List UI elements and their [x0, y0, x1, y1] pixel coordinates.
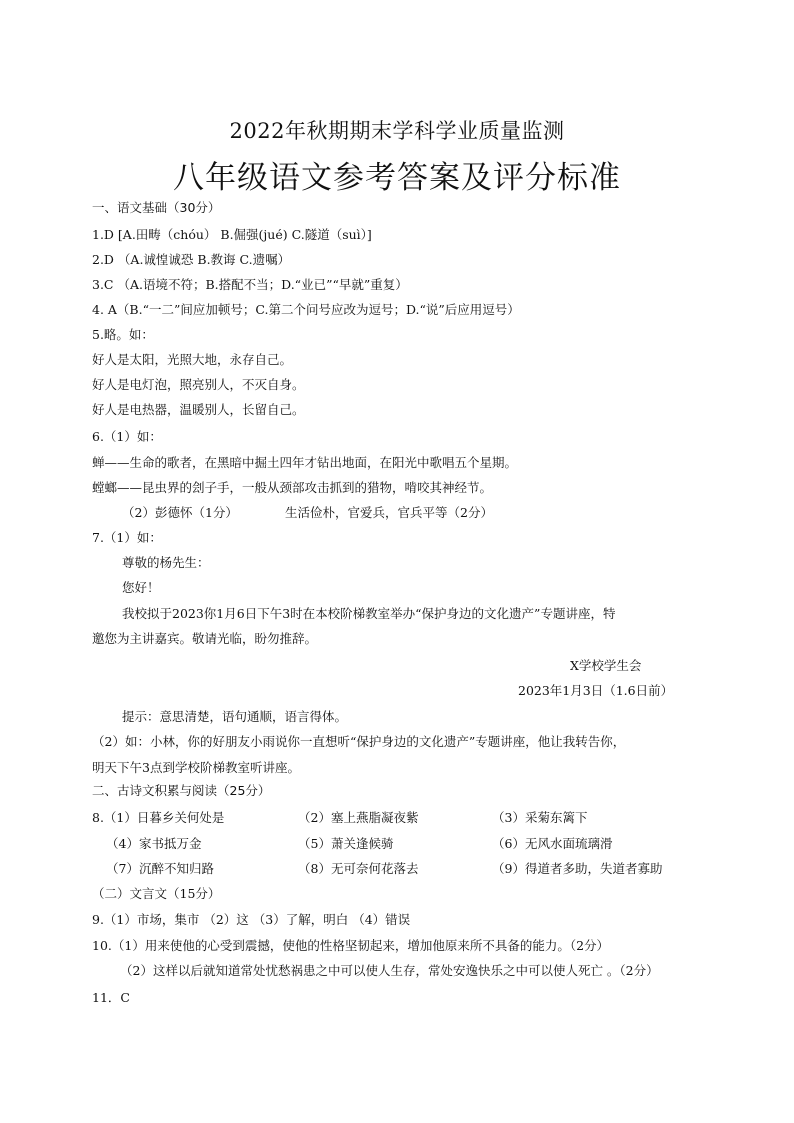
- answer-q8-item: （5）萧关逢候骑: [298, 836, 394, 851]
- answer-q7-hint: 提示：意思清楚，语句通顺，语言得体。: [122, 709, 348, 724]
- answer-q5-line: 好人是太阳，光照大地，永存自己。: [92, 352, 293, 367]
- letter-body: 我校拟于2023你1月6日下午3时在本校阶梯教室举办“保护身边的文化遗产”专题讲座，特: [122, 606, 616, 621]
- answer-q3: 3.C （A.语境不符；B.搭配不当；D.“业已”“早就”重复）: [92, 277, 408, 292]
- letter-date: 2023年1月3日（1.6日前）: [518, 683, 674, 698]
- exam-subtitle: 八年级语文参考答案及评分标准: [173, 160, 621, 196]
- answer-q11: 11．C: [92, 990, 130, 1005]
- letter-greeting: 您好！: [122, 580, 160, 595]
- answer-q8-item: （9）得道者多助，失道者寡助: [492, 861, 663, 876]
- answer-q8-item: （4）家书抵万金: [106, 836, 202, 851]
- answer-q4: 4. A（B.“一二”间应加顿号；C.第二个问号应改为逗号；D.“说”后应用逗号）: [92, 302, 520, 317]
- answer-q6-line: 螳螂——昆虫界的刽子手，一般从颈部攻击抓到的猎物，啃咬其神经节。: [92, 480, 493, 495]
- answer-q6-line: 蝉——生命的歌者，在黑暗中掘土四年才钻出地面，在阳光中歌唱五个星期。: [92, 455, 518, 470]
- answer-q7-head: 7.（1）如：: [92, 530, 162, 545]
- answer-q6-head: 6.（1）如：: [92, 429, 162, 444]
- section-1-heading: 一、语文基础（30分）: [92, 200, 221, 215]
- answer-q5-line: 好人是电热器，温暖别人，长留自己。: [92, 402, 305, 417]
- letter-body: 邀您为主讲嘉宾。敬请光临，盼勿推辞。: [92, 631, 318, 646]
- answer-q8-item: （6）无风水面琉璃滑: [492, 836, 613, 851]
- answer-q1: 1.D [A.田畴（chóu） B.倔强(jué) C.隧道（suì）]: [92, 227, 372, 242]
- answer-q8-item: （3）采菊东篱下: [492, 810, 588, 825]
- answer-q9: 9.（1）市场，集市 （2）这 （3）了解，明白 （4）错误: [92, 912, 411, 927]
- answer-q6-part2b: 生活俭朴，官爱兵，官兵平等（2分）: [285, 505, 493, 520]
- answer-q7-part2: （2）如：小林，你的好朋友小雨说你一直想听“保护身边的文化遗产”专题讲座，他让我转告你，: [92, 734, 626, 749]
- answer-q6-part2a: （2）彭德怀（1分）: [122, 505, 238, 520]
- answer-q7-part2: 明天下午3点到学校阶梯教室听讲座。: [92, 760, 300, 775]
- answer-q2: 2.D （A.诚惶诚恐 B.教诲 C.遗嘱）: [92, 252, 291, 267]
- answer-q8-item: （7）沉醉不知归路: [106, 861, 214, 876]
- answer-q8-item: （2）塞上燕脂凝夜紫: [298, 810, 419, 825]
- answer-q8-item: 8.（1）日暮乡关何处是: [92, 810, 225, 825]
- subsection-heading: （二）文言文（15分）: [92, 886, 221, 901]
- section-2-heading: 二、古诗文积累与阅读（25分）: [92, 783, 271, 798]
- letter-sender: X学校学生会: [570, 658, 642, 673]
- answer-q5-head: 5.略。如：: [92, 327, 154, 342]
- letter-salutation: 尊敬的杨先生：: [122, 555, 210, 570]
- answer-q10-line: （2）这样以后就知道常处忧愁祸患之中可以使人生存，常处安逸快乐之中可以使人死亡 。（2分）: [120, 963, 659, 978]
- answer-q5-line: 好人是电灯泡，照亮别人，不灭自身。: [92, 377, 305, 392]
- answer-q8-item: （8）无可奈何花落去: [298, 861, 419, 876]
- answer-q10-line: 10.（1）用来使他的心受到震撼，使他的性格坚韧起来，增加他原来所不具备的能力。（2分）: [92, 938, 610, 953]
- exam-title: 2022年秋期期末学科学业质量监测: [229, 119, 565, 143]
